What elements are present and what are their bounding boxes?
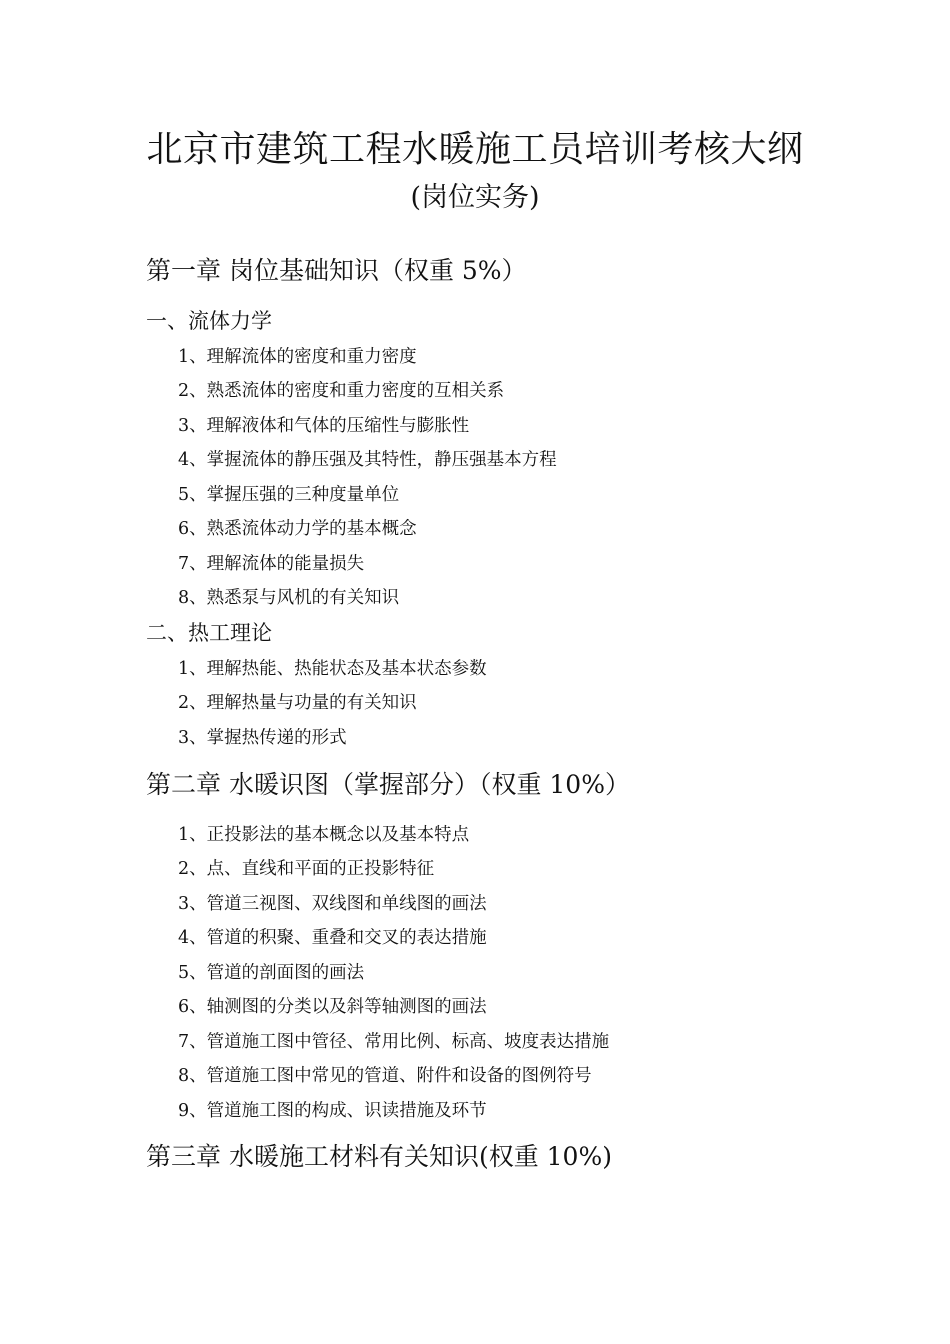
list-item: 1、正投影法的基本概念以及基本特点 xyxy=(178,825,470,845)
list-item: 2、理解热量与功量的有关知识 xyxy=(178,693,417,713)
section-thermal-theory-heading: 二、热工理论 xyxy=(146,621,272,645)
list-item: 7、管道施工图中管径、常用比例、标高、坡度表达措施 xyxy=(178,1032,610,1052)
list-item: 6、轴测图的分类以及斜等轴测图的画法 xyxy=(178,997,487,1017)
chapter-2-heading: 第二章 水暖识图（掌握部分）（权重 10%） xyxy=(146,770,630,799)
list-item: 3、管道三视图、双线图和单线图的画法 xyxy=(178,894,487,914)
section-fluid-mechanics-heading: 一、流体力学 xyxy=(146,309,272,333)
document-title: 北京市建筑工程水暖施工员培训考核大纲 xyxy=(146,129,804,170)
list-item: 8、熟悉泵与风机的有关知识 xyxy=(178,588,400,608)
list-item: 6、熟悉流体动力学的基本概念 xyxy=(178,519,417,539)
list-item: 5、管道的剖面图的画法 xyxy=(178,963,365,983)
list-item: 9、管道施工图的构成、识读措施及环节 xyxy=(178,1101,487,1121)
chapter-3-heading: 第三章 水暖施工材料有关知识(权重 10%) xyxy=(146,1142,612,1171)
list-item: 2、熟悉流体的密度和重力密度的互相关系 xyxy=(178,381,505,401)
list-item: 4、管道的积聚、重叠和交叉的表达措施 xyxy=(178,928,487,948)
list-item: 1、理解流体的密度和重力密度 xyxy=(178,347,417,367)
document-subtitle: (岗位实务) xyxy=(410,182,540,213)
list-item: 3、理解液体和气体的压缩性与膨胀性 xyxy=(178,416,470,436)
list-item: 4、掌握流体的静压强及其特性，静压强基本方程 xyxy=(178,450,557,470)
list-item: 1、理解热能、热能状态及基本状态参数 xyxy=(178,659,487,679)
chapter-1-heading: 第一章 岗位基础知识（权重 5%） xyxy=(146,256,527,285)
list-item: 7、理解流体的能量损失 xyxy=(178,554,365,574)
list-item: 5、掌握压强的三种度量单位 xyxy=(178,485,400,505)
list-item: 8、管道施工图中常见的管道、附件和设备的图例符号 xyxy=(178,1066,592,1086)
list-item: 2、点、直线和平面的正投影特征 xyxy=(178,859,435,879)
list-item: 3、掌握热传递的形式 xyxy=(178,728,347,748)
